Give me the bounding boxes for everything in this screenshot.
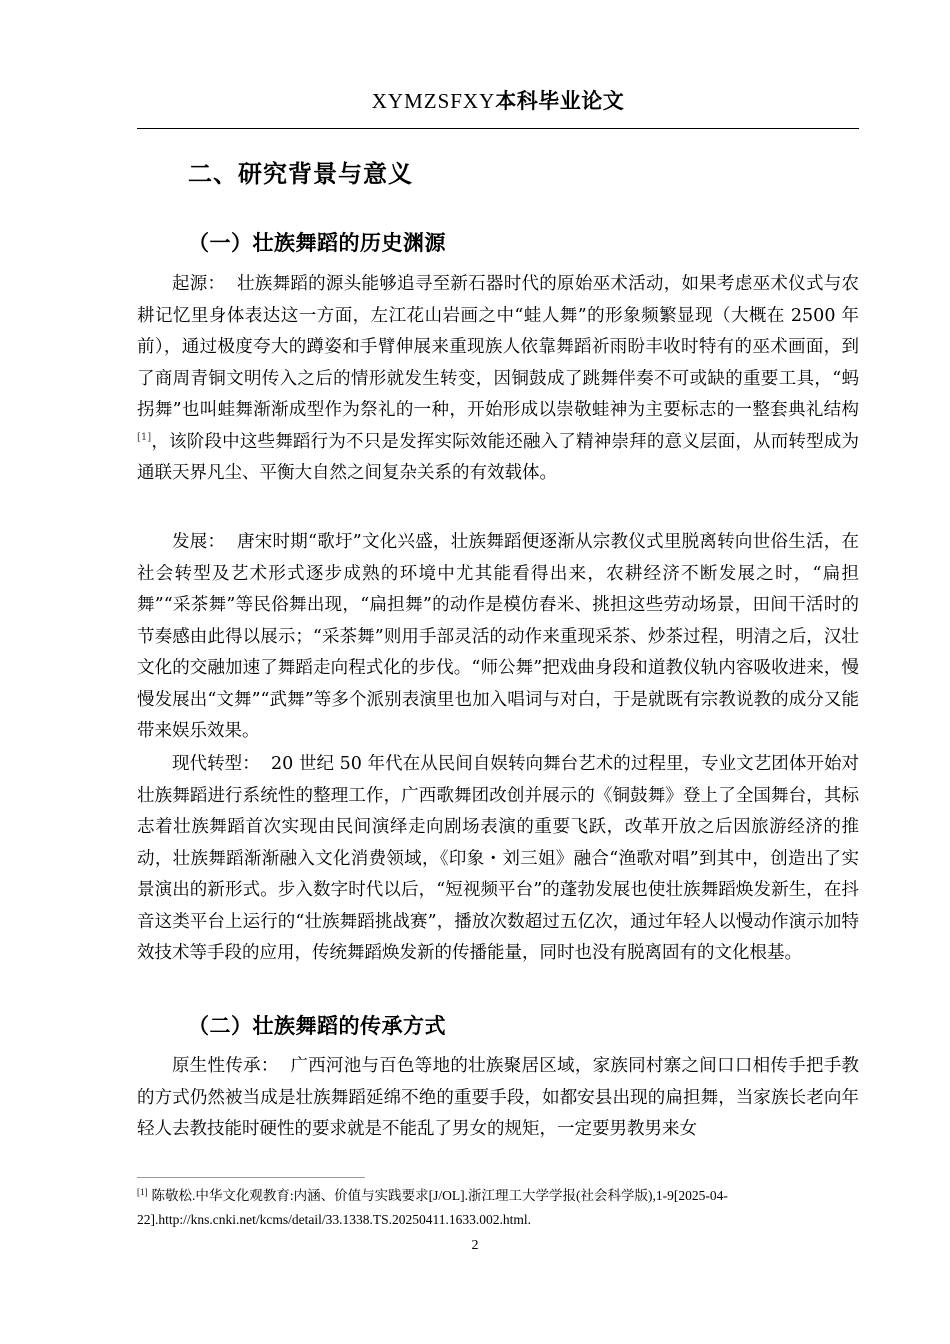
paragraph-origin bbox=[137, 269, 859, 490]
running-header bbox=[137, 86, 859, 116]
paragraph-text: 20 世纪 50 年代在从民间自娱转向舞台艺术的过程里，专业文艺团体开始对壮族舞蹈进行系统性的整理工作，广西歌舞团改创并展示的《铜鼓舞》登上了全国舞台，其标志着壮族舞蹈首次实现由民间演绎走向剧场表演的重要飞跃，改革开放之后因旅游经济的推动，壮族舞蹈渐渐融入文化消费领域，《印象・刘三姐》融合“渔歌对唱”到其中，创造出了实景演出的新形式。步入数字时代以后，“短视频平台”的蓬勃发展也使壮族舞蹈焕发新生，在抖音这类平台上运行的“壮族舞蹈挑战赛”，播放次数超过五亿次，通过年轻人以慢动作演示加特效技术等手段的应用，传统舞蹈焕发新的传播能量，同时也没有脱离固有的文化根基。 bbox=[137, 754, 859, 963]
paragraph-lead: 现代转型： bbox=[172, 754, 260, 774]
section-heading: 二、研究背景与意义 bbox=[188, 160, 413, 188]
header-rule bbox=[137, 128, 859, 129]
header-school-code: XYMZSFXY bbox=[371, 89, 496, 113]
footnote-marker: [1] bbox=[137, 1186, 148, 1197]
footnote bbox=[137, 1184, 859, 1232]
paragraph-text: 壮族舞蹈的源头能够追寻至新石器时代的原始巫术活动，如果考虑巫术仪式与农耕记忆里身体表达这一方面，左江花山岩画之中“蛙人舞”的形象频繁显现（大概在 2500 年前），通过极度夸大的蹲姿和手臂伸展来重现族人依靠舞蹈祈雨盼丰收时特有的巫术画面，到了商周青铜文明传入之后的情形就发生转变，因铜鼓成了跳舞伴奏不可或缺的重要工具，“蚂拐舞”也叫蛙舞渐渐成型作为祭礼的一种，开始形成以崇敬蛙神为主要标志的一整套典礼结构 bbox=[137, 274, 859, 420]
paragraph-native-inheritance bbox=[137, 1051, 859, 1146]
paragraph-lead: 起源： bbox=[172, 274, 226, 294]
paragraph-modern-transformation bbox=[137, 749, 859, 970]
paragraph-text: ，该阶段中这些舞蹈行为不只是发挥实际效能还融入了精神崇拜的意义层面，从而转型成为通联天界凡尘、平衡大自然之间复杂关系的有效载体。 bbox=[137, 431, 859, 483]
paragraph-development bbox=[137, 527, 859, 748]
footnote-separator bbox=[137, 1177, 365, 1178]
header-thesis-label: 本科毕业论文 bbox=[495, 89, 625, 113]
subsection-heading-inheritance: （二）壮族舞蹈的传承方式 bbox=[188, 1014, 446, 1038]
footnote-text: 陈敬松.中华文化观教育:内涵、价值与实践要求[J/OL].浙江理工大学学报(社会科学版),1-9[2025-04-22].http://kns.cnki.net/kcms/detail/33.1338.TS.20250411.1633.002.html. bbox=[137, 1188, 728, 1227]
paragraph-text: 唐宋时期“歌圩”文化兴盛，壮族舞蹈便逐渐从宗教仪式里脱离转向世俗生活，在社会转型及艺术形式逐步成熟的环境中尤其能看得出来，农耕经济不断发展之时，“扁担舞”“采茶舞”等民俗舞出现，“扁担舞”的动作是模仿舂米、挑担这些劳动场景，田间干活时的节奏感由此得以展示；“采茶舞”则用手部灵活的动作来重现采茶、炒茶过程，明清之后，汉壮文化的交融加速了舞蹈走向程式化的步伐。“师公舞”把戏曲身段和道教仪轨内容吸收进来，慢慢发展出“文舞”“武舞”等多个派别表演里也加入唱词与对白，于是就既有宗教说教的成分又能带来娱乐效果。 bbox=[137, 532, 860, 741]
footnote-reference[interactable]: [1] bbox=[137, 431, 152, 443]
paragraph-text: 广西河池与百色等地的壮族聚居区域，家族同村寨之间口口相传手把手教的方式仍然被当成是壮族舞蹈延绵不绝的重要手段，如都安县出现的扁担舞，当家族长老向年轻人去教技能时硬性的要求就是不能乱了男女的规矩，一定要男教男来女 bbox=[137, 1056, 859, 1139]
paragraph-lead: 原生性传承： bbox=[172, 1056, 279, 1076]
page-number: 2 bbox=[471, 1238, 479, 1253]
subsection-heading-history: （一）壮族舞蹈的历史渊源 bbox=[188, 231, 446, 255]
paragraph-lead: 发展： bbox=[172, 532, 226, 552]
